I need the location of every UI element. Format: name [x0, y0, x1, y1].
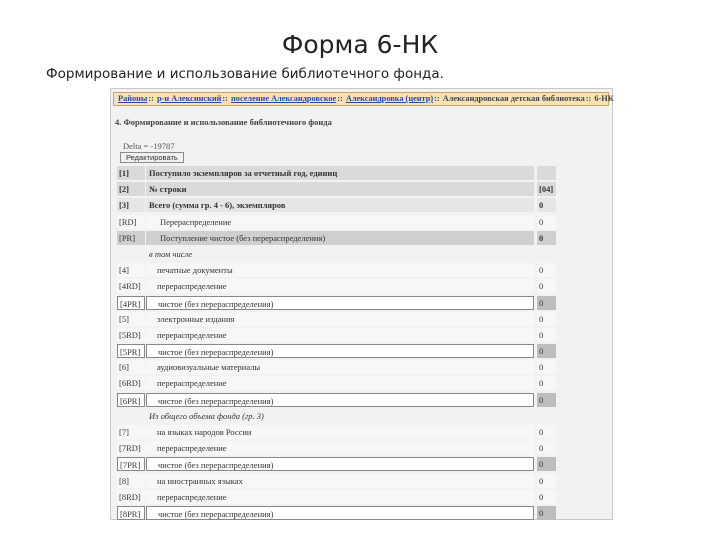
- row-value: [04]: [537, 182, 556, 196]
- row-value: 0: [537, 328, 556, 342]
- row-value: 0: [537, 360, 556, 374]
- row-value: 0: [537, 279, 556, 293]
- row-label: на иностранных языках: [146, 474, 534, 488]
- table-subheader: [117, 246, 558, 262]
- table-row: [117, 165, 558, 181]
- table-row: [117, 197, 558, 213]
- row-code: [7RD]: [117, 441, 145, 455]
- row-code: [7PR]: [117, 457, 145, 471]
- row-label: чистое (без перераспределения): [146, 296, 534, 310]
- slide-subtitle: Формирование и использование библиотечного фонда.: [46, 66, 444, 82]
- breadcrumb: [113, 92, 614, 106]
- row-label: перераспределение: [146, 279, 534, 293]
- row-value: 0: [537, 490, 556, 504]
- table-row: [117, 311, 558, 327]
- edit-button[interactable]: Редактировать: [120, 152, 184, 163]
- breadcrumb-separator: ::: [222, 94, 228, 103]
- row-label: аудиовизуальные материалы: [146, 360, 534, 374]
- row-value[interactable]: 0: [537, 457, 556, 471]
- table-row: [117, 262, 558, 278]
- row-label: перераспределение: [146, 328, 534, 342]
- row-code: [5RD]: [117, 328, 145, 342]
- table-row-editable[interactable]: [117, 392, 558, 408]
- row-code: [8]: [117, 474, 145, 488]
- table-row: [117, 489, 558, 505]
- table-row: [117, 424, 558, 440]
- row-label: на языках народов России: [146, 425, 534, 439]
- row-label: перераспределение: [146, 441, 534, 455]
- row-code: [1]: [117, 166, 145, 180]
- row-code: [4]: [117, 263, 145, 277]
- row-label: чистое (без перераспределения): [146, 393, 534, 407]
- table-row-editable[interactable]: [117, 295, 558, 311]
- row-label: чистое (без перераспределения): [146, 457, 534, 471]
- breadcrumb-separator: ::: [585, 94, 592, 103]
- breadcrumb-link-district[interactable]: р-н Алексинский: [157, 94, 222, 103]
- row-code: [6PR]: [117, 393, 145, 407]
- row-label: в том числе: [149, 248, 193, 259]
- row-code: [6]: [117, 360, 145, 374]
- row-label: перераспределение: [146, 376, 534, 390]
- row-label: Из общего объема фонда (гр. 3): [149, 410, 264, 421]
- table-row: [117, 278, 558, 294]
- row-label: чистое (без перераспределения): [146, 344, 534, 358]
- row-code: [6RD]: [117, 376, 145, 390]
- table-row: [117, 473, 558, 489]
- row-label: Поступление чистое (без перераспределения): [146, 231, 534, 245]
- table-row-editable[interactable]: [117, 505, 558, 521]
- row-label: № строки: [146, 182, 534, 196]
- breadcrumb-link-settlement[interactable]: поселение Александровское: [231, 94, 337, 103]
- row-value: 0: [537, 231, 556, 245]
- row-value[interactable]: 0: [537, 296, 556, 310]
- row-label: Поступило экземпляров за отчетный год, единиц: [146, 166, 534, 180]
- row-code: [5]: [117, 312, 145, 326]
- table-row: [117, 181, 558, 197]
- row-value[interactable]: 0: [537, 344, 556, 358]
- row-value: 0: [537, 215, 556, 229]
- row-label: Всего (сумма гр. 4 - 6), экземпляров: [146, 198, 534, 212]
- form-screenshot: [110, 88, 613, 520]
- breadcrumb-link-village[interactable]: Александровка (центр): [345, 94, 434, 103]
- row-value: 0: [537, 425, 556, 439]
- row-label: Перераспределение: [146, 215, 534, 229]
- row-code: [RD]: [117, 215, 145, 229]
- row-code: [3]: [117, 198, 145, 212]
- table-row: [117, 359, 558, 375]
- form-table: [117, 165, 558, 521]
- row-value: 0: [537, 312, 556, 326]
- breadcrumb-link-districts[interactable]: Районы: [118, 94, 148, 103]
- breadcrumb-separator: ::: [337, 94, 343, 103]
- row-value[interactable]: 0: [537, 393, 556, 407]
- table-subheader: [117, 408, 558, 424]
- row-label: перераспределение: [146, 490, 534, 504]
- row-code: [4RD]: [117, 279, 145, 293]
- row-code: [2]: [117, 182, 145, 196]
- row-code: [8PR]: [117, 506, 145, 520]
- row-code: [PR]: [117, 231, 145, 245]
- row-label: электронные издания: [146, 312, 534, 326]
- section-title: 4. Формирование и использование библиотечного фонда: [115, 117, 332, 127]
- table-row: [117, 327, 558, 343]
- row-value: [537, 166, 556, 180]
- row-code: [8RD]: [117, 490, 145, 504]
- row-label: чистое (без перераспределения): [146, 506, 534, 520]
- breadcrumb-form: 6-НК: [594, 94, 614, 103]
- table-row-editable[interactable]: [117, 456, 558, 472]
- table-row: [117, 440, 558, 456]
- row-value: 0: [537, 474, 556, 488]
- slide-title: Форма 6-НК: [281, 30, 439, 59]
- table-row-selected[interactable]: [117, 230, 558, 246]
- row-value[interactable]: 0: [537, 506, 556, 520]
- breadcrumb-separator: ::: [148, 94, 154, 103]
- breadcrumb-library: Александровская детская библиотека: [442, 94, 585, 103]
- row-code: [7]: [117, 425, 145, 439]
- row-code: [4PR]: [117, 296, 145, 310]
- row-code: [5PR]: [117, 344, 145, 358]
- row-label: печатные документы: [146, 263, 534, 277]
- row-value: 0: [537, 441, 556, 455]
- breadcrumb-separator: ::: [434, 94, 440, 103]
- table-row: [117, 214, 558, 230]
- table-row-editable[interactable]: [117, 343, 558, 359]
- row-value: 0: [537, 263, 556, 277]
- delta-text: Delta = -19787: [123, 141, 175, 151]
- row-value: 0: [537, 198, 556, 212]
- row-value: 0: [537, 376, 556, 390]
- table-row: [117, 375, 558, 391]
